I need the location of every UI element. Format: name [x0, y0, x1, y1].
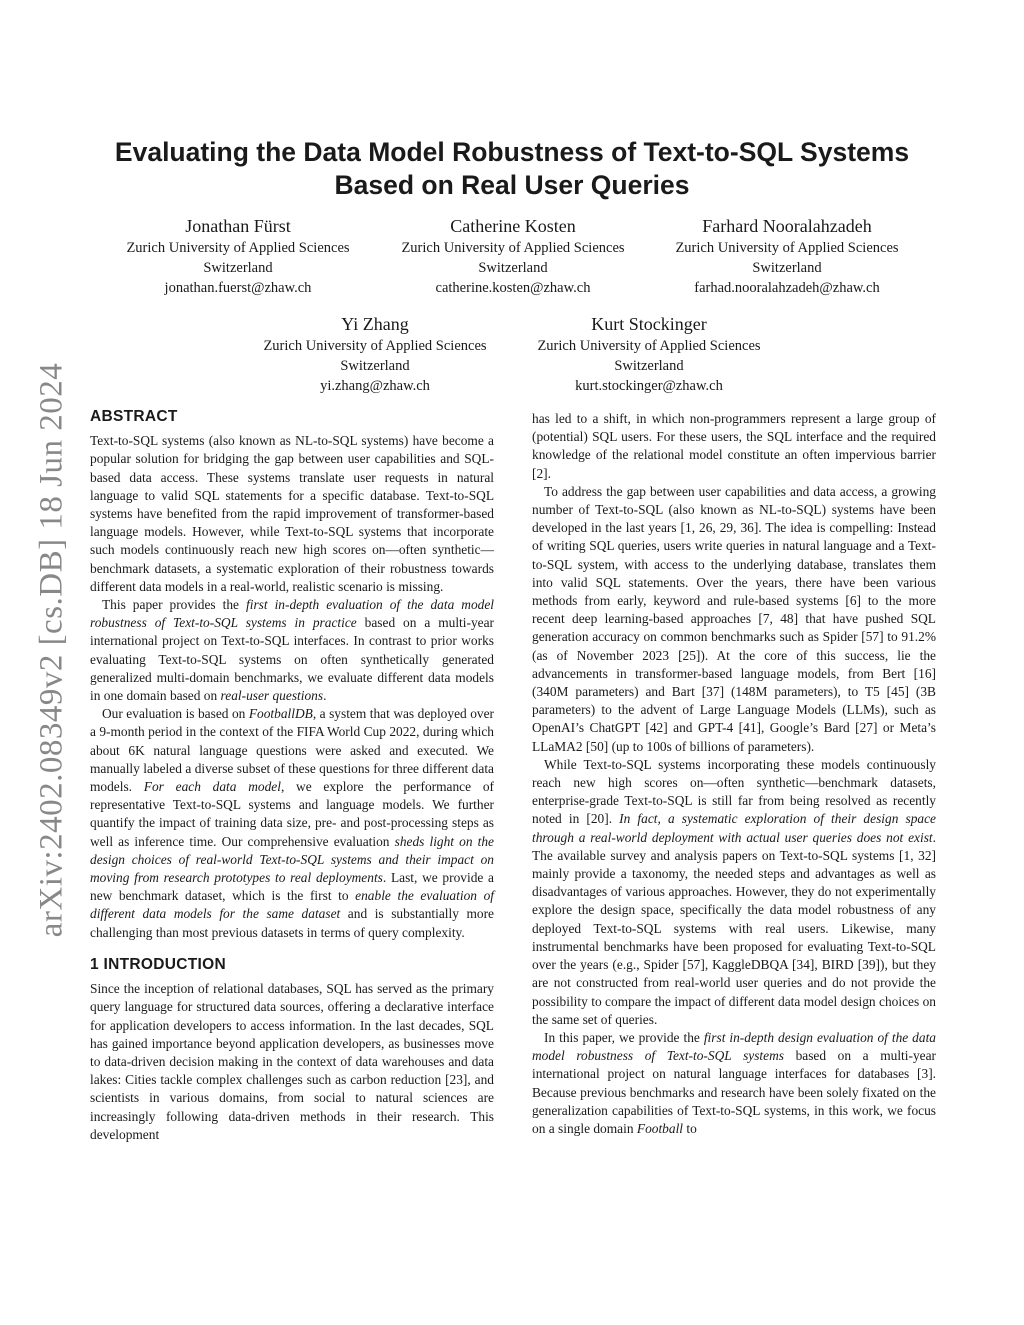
title-line-1: Evaluating the Data Model Robustness of Text-to-SQL Systems: [114, 137, 910, 167]
right-column: [532, 410, 936, 1138]
author-country: Switzerland: [478, 260, 548, 276]
abstract-paragraph-2: This paper provides the first in-depth evaluation of the data model robustness of Text-to-SQL systems in practice based on a multi-year international project on Text-to-SQL interfaces. In contrast to prior works evaluating Text-to-SQL systems on often synthetically generated generalized multi-domain benchmarks, we evaluate different data models in one domain based on real-user questions.: [90, 597, 494, 704]
author-country: Switzerland: [752, 260, 822, 276]
author-affiliation: Zurich University of Applied Sciences: [401, 240, 625, 256]
author-email: catherine.kosten@zhaw.ch: [435, 280, 591, 296]
author-block-1: [88, 215, 388, 298]
author-affiliation: Zurich University of Applied Sciences: [675, 240, 899, 256]
arxiv-sidebar-stamp: [22, 360, 82, 940]
author-name: Jonathan Fürst: [185, 216, 291, 236]
author-country: Switzerland: [340, 358, 410, 374]
author-country: Switzerland: [203, 260, 273, 276]
author-country: Switzerland: [614, 358, 684, 374]
intro-paragraph-3: While Text-to-SQL systems incorporating these models continuously reach new high scores on—often synthetic—benchmark datasets, enterprise-grade Text-to-SQL is still far from being resolved as recently noted in [20]. In fact, a systematic exploration of their design space through a real-world deployment with actual user queries does not exist. The available survey and analysis papers on Text-to-SQL systems [1, 32] mainly provide a taxonomy, the needed steps and advantages as well as disadvantages of various approaches. However, they do not experimentally explore the design space, specifically the data model robustness of any deployed Text-to-SQL systems with real users. Likewise, many instrumental benchmarks have been proposed for evaluating Text-to-SQL over the years (e.g., Spider [57], KaggleDBQA [34], BIRD [39]), but they are not constructed from real-world user queries and do not provide the possibility to compare the impact of different data model design choices on the same set of queries.: [532, 756, 936, 1027]
intro-paragraph-1: Since the inception of relational databases, SQL has served as the primary query language for structured data sources, offering a declarative interface for application developers to access information. In the last decades, SQL has gained importance beyond application developers, as businesses move to data-driven decision making in the context of data warehouses and data lakes: Cities tackle complex challenges such as carbon reduction [23], and scientists in various domains, from social to natural sciences are increasingly following data-driven methods in their research. This development: [90, 981, 494, 1142]
abstract-heading: ABSTRACT: [90, 408, 178, 425]
author-affiliation: Zurich University of Applied Sciences: [126, 240, 350, 256]
author-block-2: [363, 215, 663, 298]
abstract-paragraph-1: Text-to-SQL systems (also known as NL-to-SQL systems) have become a popular solution for bridging the gap between user capabilities and SQL-based data access. These systems translate user requests in natural language to valid SQL statements for a specific database. Text-to-SQL systems have benefited from the rapid improvement of transformer-based language models. However, while Text-to-SQL systems that incorporate such models continuously reach new high scores on—often synthetic—benchmark datasets, a systematic exploration of their robustness towards different data models in a real-world, realistic scenario is missing.: [90, 433, 494, 594]
arxiv-identifier: arXiv:2402.08349v2 [cs.DB] 18 Jun 2024: [33, 362, 70, 938]
author-email: farhad.nooralahzadeh@zhaw.ch: [694, 280, 880, 296]
author-affiliation: Zurich University of Applied Sciences: [537, 338, 761, 354]
intro-paragraph-continued: has led to a shift, in which non-programmers represent a large group of (potential) SQL users. For these users, the SQL interface and the required knowledge of the relational model constitute an often impervious barrier [2].: [532, 411, 936, 481]
author-name: Yi Zhang: [341, 314, 409, 334]
author-block-5: [499, 313, 799, 396]
intro-paragraph-2: To address the gap between user capabilities and data access, a growing number of Text-to-SQL (also known as NL-to-SQL) systems have been developed in the last years [1, 26, 29, 36]. The idea is compelling: Instead of writing SQL queries, users write queries in natural language and a Text-to-SQL system, with access to the underlying database, translates them into valid SQL statements. Over the years, there have been various methods from early, keyword and rule-based systems [6] to the more recent deep learning-based approaches [7, 48] that have pushed SQL generation accuracy on common benchmarks such as Spider [57] to 91.2% (as of November 2023 [25]). At the core of this success, lie the advancements in transformer-based language models, from Bert [16] (340M parameters) and Bart [37] (148M parameters), to T5 [45] (3B parameters) to the advent of Large Language Models (LLMs), such as OpenAI’s ChatGPT [42] and GPT-4 [41], Google’s Bard [27] or Meta’s LLaMA2 [50] (up to 100s of billions of parameters).: [532, 483, 936, 754]
intro-paragraph-4: In this paper, we provide the first in-depth design evaluation of the data model robustness of Text-to-SQL systems based on a multi-year international project on natural language interfaces for databases [3]. Because previous benchmarks and research have been solely fixated on the generalization capabilities of Text-to-SQL systems, in this work, we focus on a single domain Football to: [532, 1029, 936, 1136]
author-email: jonathan.fuerst@zhaw.ch: [164, 280, 312, 296]
introduction-heading: 1 INTRODUCTION: [90, 955, 226, 973]
author-email: kurt.stockinger@zhaw.ch: [575, 378, 723, 394]
paper-title: [90, 136, 934, 202]
author-name: Catherine Kosten: [450, 216, 576, 236]
author-name: Farhard Nooralahzadeh: [702, 216, 872, 236]
abstract-paragraph-3: Our evaluation is based on FootballDB, a system that was deployed over a 9-month period in the context of the FIFA World Cup 2022, during which about 6K natural language questions were asked and executed. We manually labeled a diverse subset of these questions for three different data models. For each data model, we explore the performance of representative Text-to-SQL systems and language models. We further quantify the impact of training data size, pre- and post-processing steps as well as inference time. Our comprehensive evaluation sheds light on the design choices of real-world Text-to-SQL systems and their impact on moving from research prototypes to real deployments. Last, we provide a new benchmark dataset, which is the first to enable the evaluation of different data models for the same dataset and is substantially more challenging than most previous datasets in terms of query complexity.: [90, 706, 495, 940]
author-block-4: [225, 313, 525, 396]
author-affiliation: Zurich University of Applied Sciences: [263, 338, 487, 354]
author-block-3: [637, 215, 937, 298]
author-email: yi.zhang@zhaw.ch: [320, 378, 430, 394]
author-name: Kurt Stockinger: [591, 314, 707, 334]
left-column: [90, 408, 494, 1144]
title-line-2: Based on Real User Queries: [334, 170, 690, 200]
